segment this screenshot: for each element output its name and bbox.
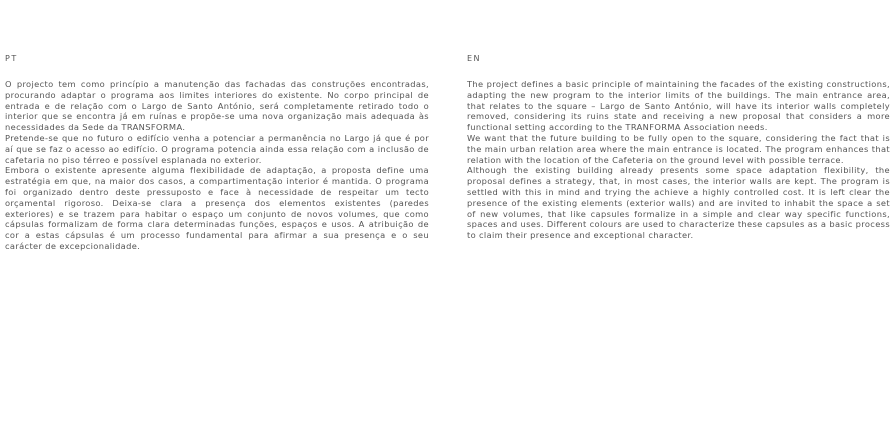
pt-paragraph-1: O projecto tem como princípio a manutenção das fachadas das construções encontradas, procurando adaptar o programa aos limites interiores do existente. No corpo principal de entrada e de relação com o Largo de Santo António, será completamente retirado todo o interior que se encontra já em ruínas e propõe-se uma nova organização mais adequada às necessidades da Sede da TRANSFORMA. — [5, 79, 429, 133]
language-label-pt: PT — [5, 54, 18, 63]
pt-paragraph-3: Embora o existente apresente alguma flexibilidade de adaptação, a proposta define uma estratégia em que, na maior dos casos, a compartimentação interior é mantida. O programa foi organizado dentro deste pressuposto e face à necessidade de respeitar um tecto orçamental rigoroso. Deixa-se clara a presença dos elementos existentes (paredes exteriores) e se trazem para habitar o espaço um conjunto de novos volumes, que como cápsulas formalizam de forma clara determinadas funções, espaços e usos. A atribuição de cor a estas cápsulas é um processo fundamental para afirmar a sua presença e o seu carácter de excepcionalidade. — [5, 165, 429, 251]
en-paragraph-2: We want that the future building to be fully open to the square, considering the fact that is the main urban relation area where the main entrance is located. The program enhances that relation with the location of the Cafeteria on the ground level with possible terrace. — [467, 132, 890, 165]
english-column — [467, 54, 890, 241]
en-paragraph-3: Although the existing building already presents some space adaptation flexibility, the proposal defines a strategy, that, in most cases, the interior walls are kept. The program is settled with this in mind and trying the achieve a highly controlled cost. It is left clear the presence of the existing elements (exterior walls) and are invited to inhabit the space a set of new volumes, that like capsules formalize in a simple and clear way specific functions, spaces and uses. Different colours are used to characterize these capsules as a basic process to claim their presence and exceptional character. — [467, 165, 890, 241]
language-label-en: EN — [467, 54, 482, 63]
portuguese-column — [5, 54, 429, 252]
pt-paragraph-2: Pretende-se que no futuro o edifício venha a potenciar a permanência no Largo já que é por aí que se faz o acesso ao edifício. O programa potencia ainda essa relação com a inclusão de cafetaria no piso térreo e possível esplanada no exterior. — [5, 132, 429, 165]
en-paragraph-1: The project defines a basic principle of maintaining the facades of the existing constructions, adapting the new program to the interior limits of the buildings. The main entrance area, that relates to the square – Largo de Santo António, will have its interior walls completely removed, considering its ruins state and receiving a new proposal that considers a more functional setting according to the TRANFORMA Association needs. — [467, 79, 890, 133]
